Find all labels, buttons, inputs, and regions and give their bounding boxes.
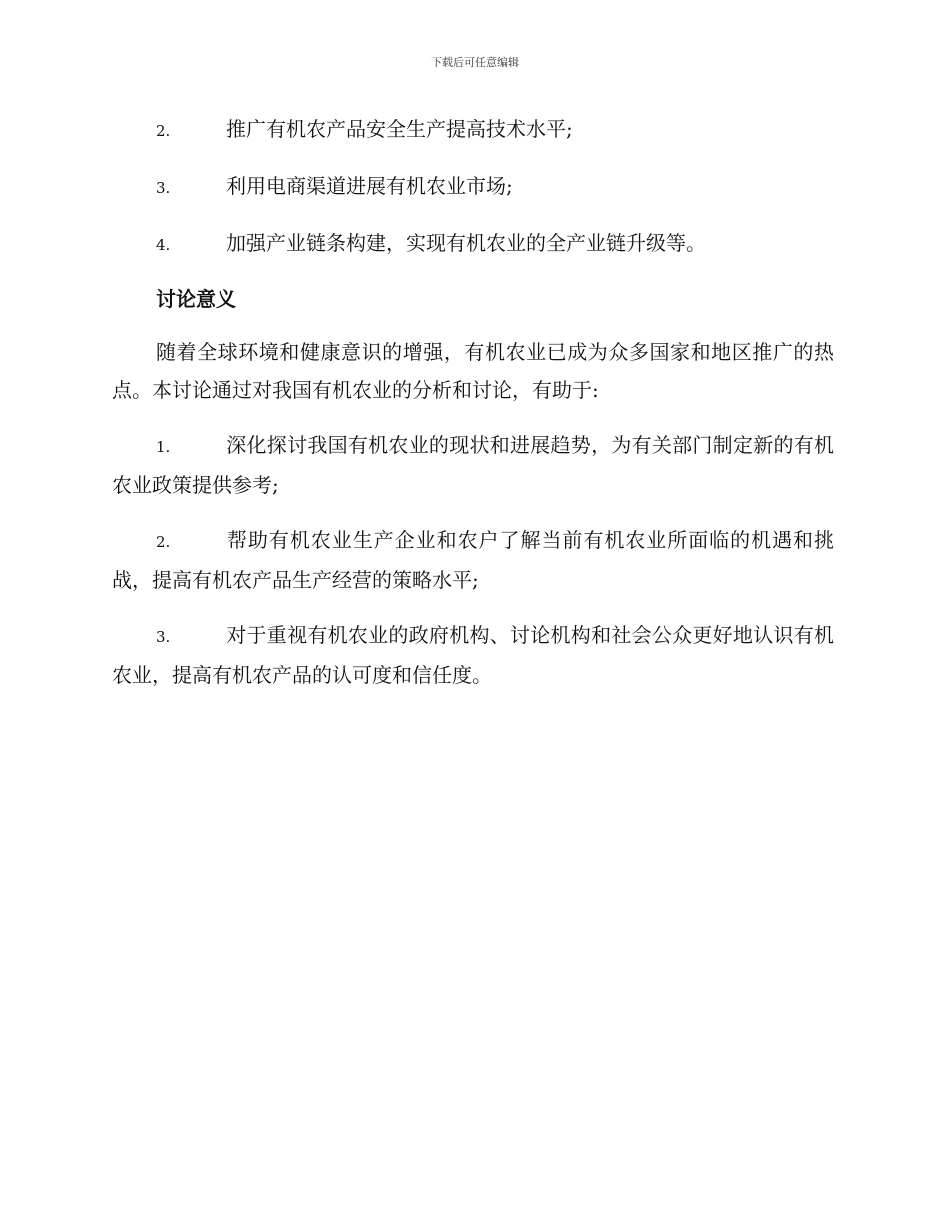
list-item-text: 推广有机农产品安全生产提高技术水平; [226, 117, 573, 141]
list-item-number: 2. [156, 533, 171, 551]
list-item [112, 167, 834, 207]
list-item [112, 521, 834, 599]
document-body [112, 110, 834, 711]
list-item [112, 110, 834, 150]
list-item-number: 3. [156, 628, 171, 646]
list-item-number: 1. [156, 438, 171, 456]
list-item-text: 帮助有机农业生产企业和农户了解当前有机农业所面临的机遇和挑战，提高有机农产品生产经营的策略水平; [112, 528, 834, 592]
list-item-text: 加强产业链条构建，实现有机农业的全产业链升级等。 [226, 231, 706, 255]
list-item-text: 对于重视有机农业的政府机构、讨论机构和社会公众更好地认识有机农业，提高有机农产品的认可度和信任度。 [112, 623, 834, 687]
list-item [112, 224, 834, 264]
section-intro-paragraph: 随着全球环境和健康意识的增强，有机农业已成为众多国家和地区推广的热点。本讨论通过对我国有机农业的分析和讨论，有助于: [112, 340, 834, 402]
list-item-number: 3. [156, 179, 171, 197]
list-item-text: 利用电商渠道进展有机农业市场; [226, 174, 513, 198]
list-item [112, 426, 834, 504]
list-item-text: 深化探讨我国有机农业的现状和进展趋势，为有关部门制定新的有机农业政策提供参考; [112, 433, 834, 497]
list-item [112, 616, 834, 694]
section-heading: 讨论意义 [156, 287, 236, 311]
list-item-number: 2. [156, 122, 171, 140]
list-item-number: 4. [156, 236, 171, 254]
page-header: 下载后可任意编辑 [431, 56, 519, 69]
